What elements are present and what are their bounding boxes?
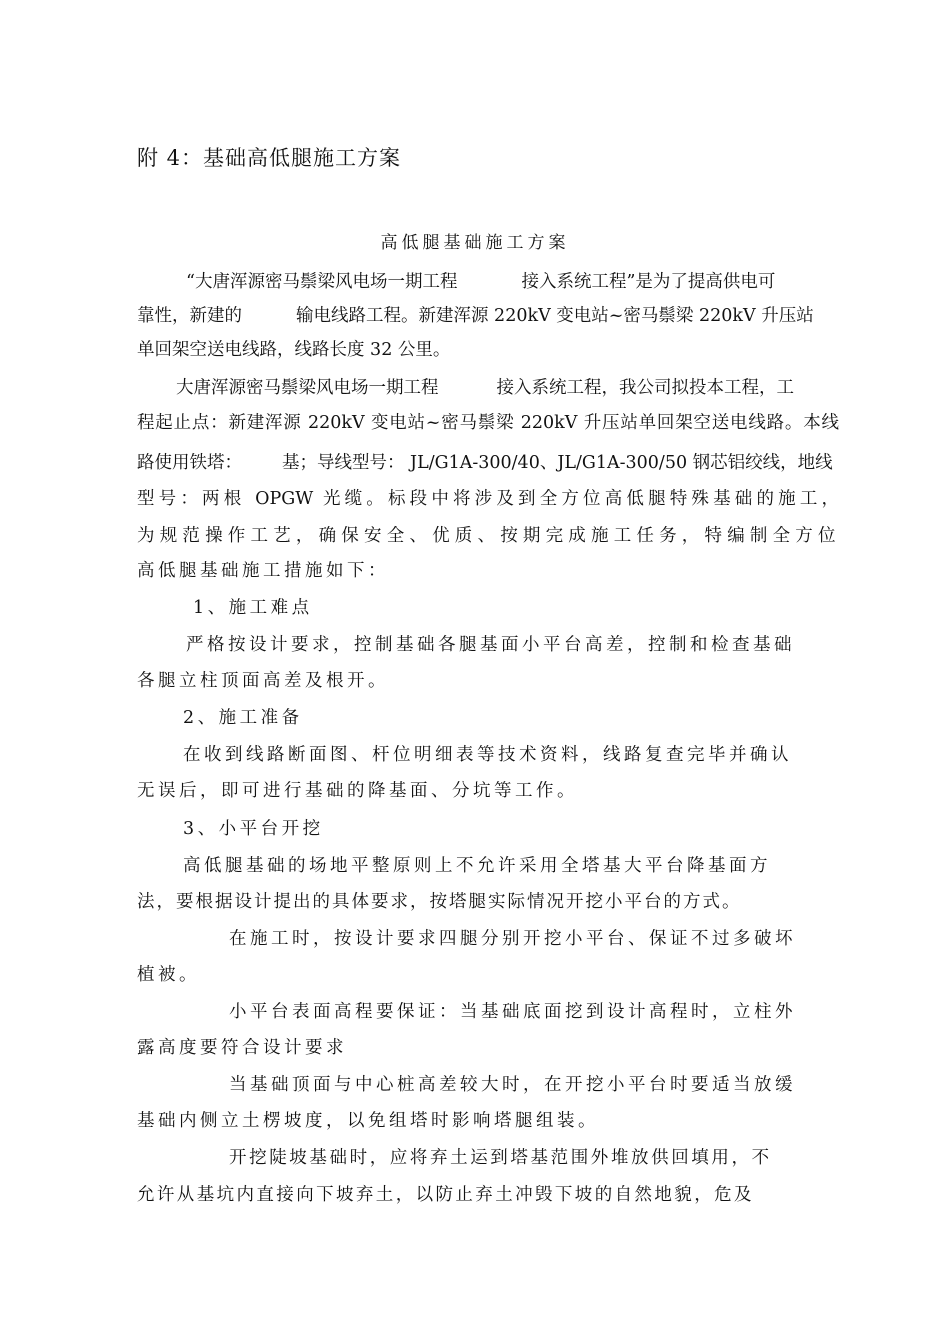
overview-line-1 [176, 374, 794, 399]
document-title: 高低腿基础施工方案 [380, 233, 570, 253]
overview-line-1a: 大唐浑源密马鬃梁风电场一期工程 [176, 378, 439, 398]
overview-line-6: 高低腿基础施工措施如下： [137, 561, 389, 581]
intro-line-1b: 接入系统工程”是为了提高供电可 [521, 272, 776, 292]
section-1-line-2: 各腿立柱顶面高差及根开。 [137, 671, 389, 691]
section-2-line-2: 无误后，即可进行基础的降基面、分坑等工作。 [137, 781, 578, 801]
section-3-title: 3、小平台开挖 [183, 819, 324, 839]
section-3-p4-line-2: 基础内侧立土楞坡度，以免组塔时影响塔腿组装。 [137, 1111, 599, 1131]
overview-line-3a: 路使用铁塔： [137, 453, 242, 473]
intro-line-1 [186, 268, 775, 293]
section-3-p1-line-2: 法，要根据设计提出的具体要求，按塔腿实际情况开挖小平台的方式。 [137, 892, 742, 912]
section-1-line-1: 严格按设计要求，控制基础各腿基面小平台高差，控制和检查基础 [186, 635, 795, 655]
overview-line-5: 为规范操作工艺，确保安全、优质、按期完成施工任务，特编制全方位 [137, 526, 839, 546]
section-2-title: 2、施工准备 [183, 708, 303, 728]
intro-line-2 [137, 302, 814, 327]
section-3-p3-line-2: 露高度要符合设计要求 [137, 1038, 347, 1058]
intro-line-1a: “大唐浑源密马鬃梁风电场一期工程 [186, 272, 458, 292]
overview-line-4: 型号：两根 OPGW 光缆。标段中将涉及到全方位高低腿特殊基础的施工， [137, 489, 839, 509]
section-3-p5-line-1: 开挖陡坡基础时，应将弃土运到塔基范围外堆放供回填用，不 [229, 1148, 772, 1168]
section-3-p2-line-1: 在施工时，按设计要求四腿分别开挖小平台、保证不过多破坏 [229, 929, 796, 949]
intro-line-2a: 靠性，新建的 [137, 306, 242, 326]
section-3-p1-line-1: 高低腿基础的场地平整原则上不允许采用全塔基大平台降基面方 [183, 856, 771, 876]
section-2-line-1: 在收到线路断面图、杆位明细表等技术资料，线路复查完毕并确认 [183, 745, 792, 765]
section-3-p2-line-2: 植被。 [137, 965, 200, 985]
overview-line-1b: 接入系统工程，我公司拟投本工程，工 [496, 378, 794, 398]
section-3-p3-line-1: 小平台表面高程要保证：当基础底面挖到设计高程时，立柱外 [229, 1002, 796, 1022]
appendix-heading: 附 4：基础高低腿施工方案 [137, 146, 402, 170]
section-1-title: 1、施工难点 [193, 598, 313, 618]
intro-line-2b: 输电线路工程。新建浑源 220kV 变电站~密马鬃梁 220kV 升压站 [296, 306, 814, 326]
section-3-p5-line-2: 允许从基坑内直接向下坡弃土，以防止弃土冲毁下坡的自然地貌，危及 [137, 1185, 754, 1205]
section-3-p4-line-1: 当基础顶面与中心桩高差较大时，在开挖小平台时要适当放缓 [229, 1075, 796, 1095]
overview-line-3 [137, 449, 833, 474]
overview-line-2: 程起止点：新建浑源 220kV 变电站~密马鬃梁 220kV 升压站单回架空送电线路。本线 [137, 413, 839, 433]
intro-line-3: 单回架空送电线路，线路长度 32 公里。 [137, 340, 451, 360]
overview-line-3b: 基；导线型号： JL/G1A-300/40、JL/G1A-300/50 钢芯铝绞线，地线 [282, 453, 833, 473]
